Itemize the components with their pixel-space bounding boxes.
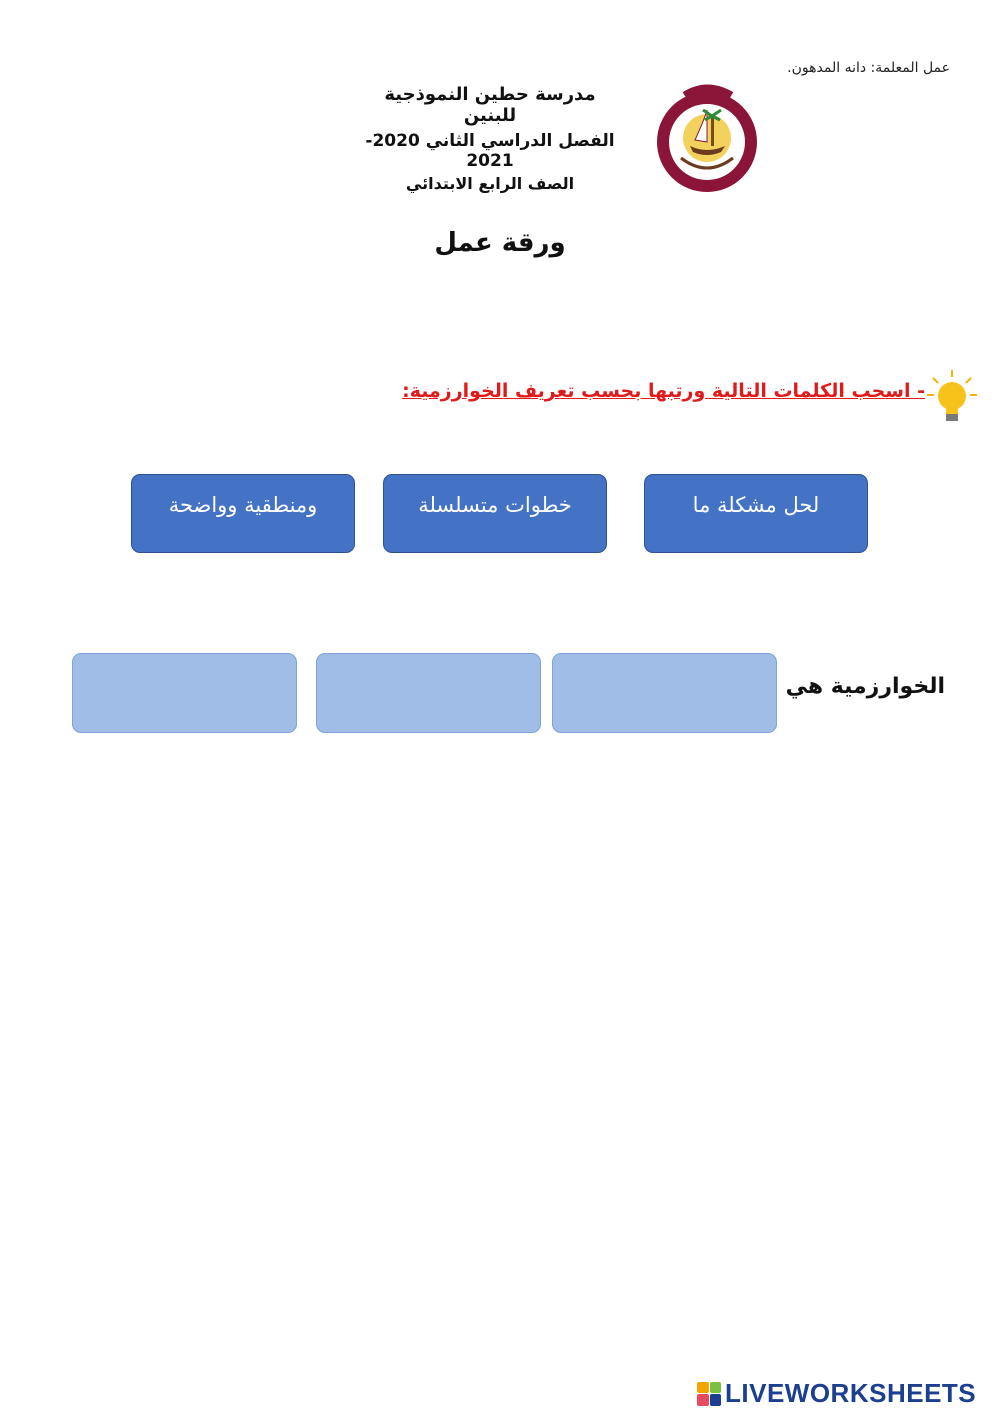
qatar-emblem-logo (645, 80, 770, 195)
draggable-word-logical-clear[interactable]: ومنطقية وواضحة (131, 474, 355, 553)
instruction-text: - اسحب الكلمات التالية ورتبها بحسب تعريف الخوارزمية: (402, 380, 925, 402)
grade: الصف الرابع الابتدائي (405, 174, 575, 193)
definition-label: الخوارزمية هي (785, 674, 945, 699)
drop-zone-1[interactable] (552, 653, 777, 733)
liveworksheets-icon (697, 1382, 721, 1406)
school-name: مدرسة حطين النموذجية للبنين (384, 84, 596, 126)
liveworksheets-logo-text: LIVEWORKSHEETS (725, 1378, 977, 1408)
worksheet-title: ورقة عمل (434, 228, 566, 258)
drop-zone-2[interactable] (316, 653, 541, 733)
lightbulb-icon (925, 368, 980, 428)
teacher-credit: عمل المعلمة: دانه المدهون. (787, 60, 950, 76)
draggable-word-sequential-steps[interactable]: خطوات متسلسلة (383, 474, 607, 553)
draggable-word-solve-problem[interactable]: لحل مشكلة ما (644, 474, 868, 553)
drop-zone-3[interactable] (72, 653, 297, 733)
liveworksheets-brand (697, 1378, 976, 1409)
semester: الفصل الدراسي الثاني 2020-2021 (365, 131, 615, 171)
